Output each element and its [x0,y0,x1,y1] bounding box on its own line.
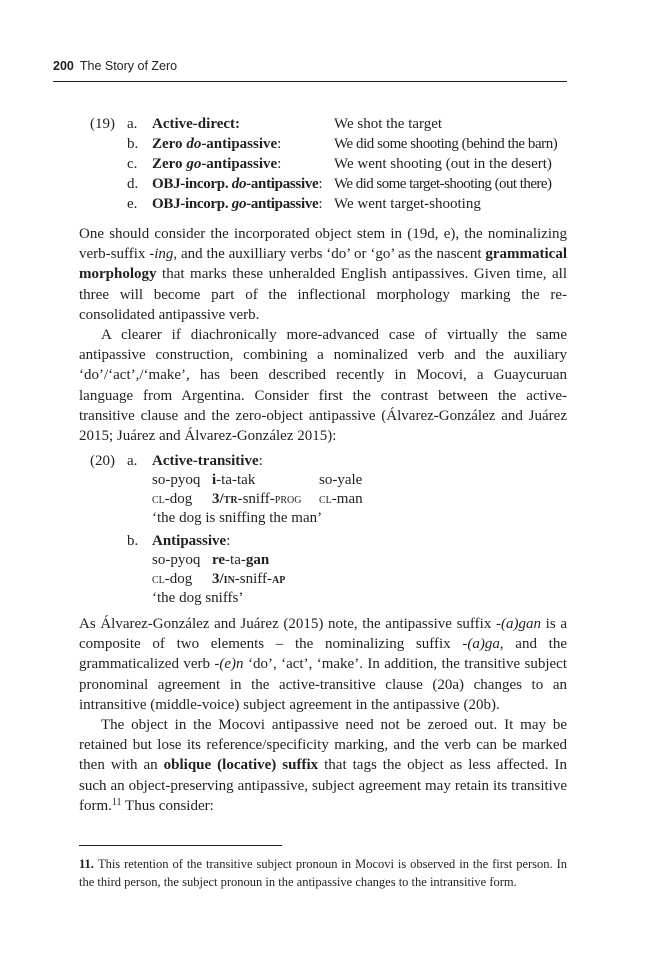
gloss-word: cl-dog [152,491,193,507]
example-gloss: We did some target-shooting (out there) [334,176,552,192]
paragraph: The object in the Mocovi antipassive need not be zeroed out. It may be retained but lose its reference/specificity marking, and the verb can be marked then with an oblique (locative) suffix that tags the object as less affected. In such an object-preserving antipassive, subject agreement may retain its transitive form.$^{11}$ Thus consider: [79,717,568,814]
footnote-rule [79,845,282,846]
footnote-text: This retention of the transitive subject pronoun in Mocovi is observed in the first person. In the third person, the subject pronoun in the antipassive changes to the intransitive form. [79,857,567,889]
example-gloss: We shot the target [334,116,443,132]
example-label: Active-transitive: [152,453,263,469]
gloss-word: 3/in-sniff-ap [212,571,286,587]
morpheme-word: so-pyoq [152,472,201,488]
free-translation: ‘the dog sniffs’ [152,590,244,606]
example-gloss: We went target-shooting [334,196,481,212]
example-label: Zero go-antipassive: [152,156,282,172]
example-letter: e. [127,196,138,212]
gloss-word: cl-man [319,491,363,507]
example-gloss: We went shooting (out in the desert) [334,156,552,172]
page-number: 200 [53,59,74,73]
example-letter: a. [127,453,138,469]
example-20 [79,452,499,610]
running-header [53,59,567,82]
morpheme-word: re-ta-gan [212,552,270,568]
example-gloss: We did some shooting (behind the barn) [334,136,558,152]
example-number: (20) [90,453,115,469]
paragraph: As Álvarez-González and Juárez (2015) note, the antipassive suffix -(a)gan is a composite of two elements – the nominalizing suffix -(a)ga, and the grammaticalized verb -(e)n ‘do’, ‘act’, ‘make’. In addition, the transitive subject pronominal agreement in the active-transitive clause (20a) changes to an intransitive (middle-voice) subject agreement in the antipassive (20b). [79,616,567,713]
gloss-word: cl-dog [152,571,193,587]
free-translation: ‘the dog is sniffing the man’ [152,510,323,526]
example-number: (19) [90,116,115,132]
gloss-word: 3/tr-sniff-prog [212,491,302,507]
paragraph: A clearer if diachronically more-advanced case of virtually the same antipassive construction, combining a nominalized verb and the auxiliary ‘do’/‘act’,/‘make’, has been described recently in Mocovi, a Guaycuruan language from Argentina. Consider first the contrast between the active-transitive clause and the zero-object antipassive (Álvarez-González and Juárez 2015; Juárez and Álvarez-González 2015): [79,327,567,445]
footnote [79,856,567,891]
example-letter: c. [127,156,138,172]
example-label: Zero do-antipassive: [152,136,282,152]
example-19 [79,114,579,218]
running-title: The Story of Zero [79,59,178,73]
example-label: OBJ-incorp. go-antipassive: [152,196,323,212]
footnote-number: 11. [79,857,94,871]
morpheme-word: i-ta-tak [212,472,256,488]
morpheme-word: so-yale [319,472,363,488]
example-letter: b. [127,533,139,549]
example-letter: a. [127,116,138,132]
footnote-reference[interactable]: 11 [111,796,122,808]
paragraph: One should consider the incorporated object stem in (19d, e), the nominalizing verb-suffix -ing, and the auxilliary verbs ‘do’ or ‘go’ as the nascent grammatical morphology that marks these unheralded English antipassives. Given time, all three will become part of the inflectional morphology marking the re-consolidated antipassive verb. [79,226,567,323]
example-letter: d. [127,176,139,192]
morpheme-word: so-pyoq [152,552,201,568]
example-label: OBJ-incorp. do-antipassive: [152,176,323,192]
example-letter: b. [127,136,139,152]
example-label: Active-direct: [152,116,241,132]
example-label: Antipassive: [152,533,231,549]
